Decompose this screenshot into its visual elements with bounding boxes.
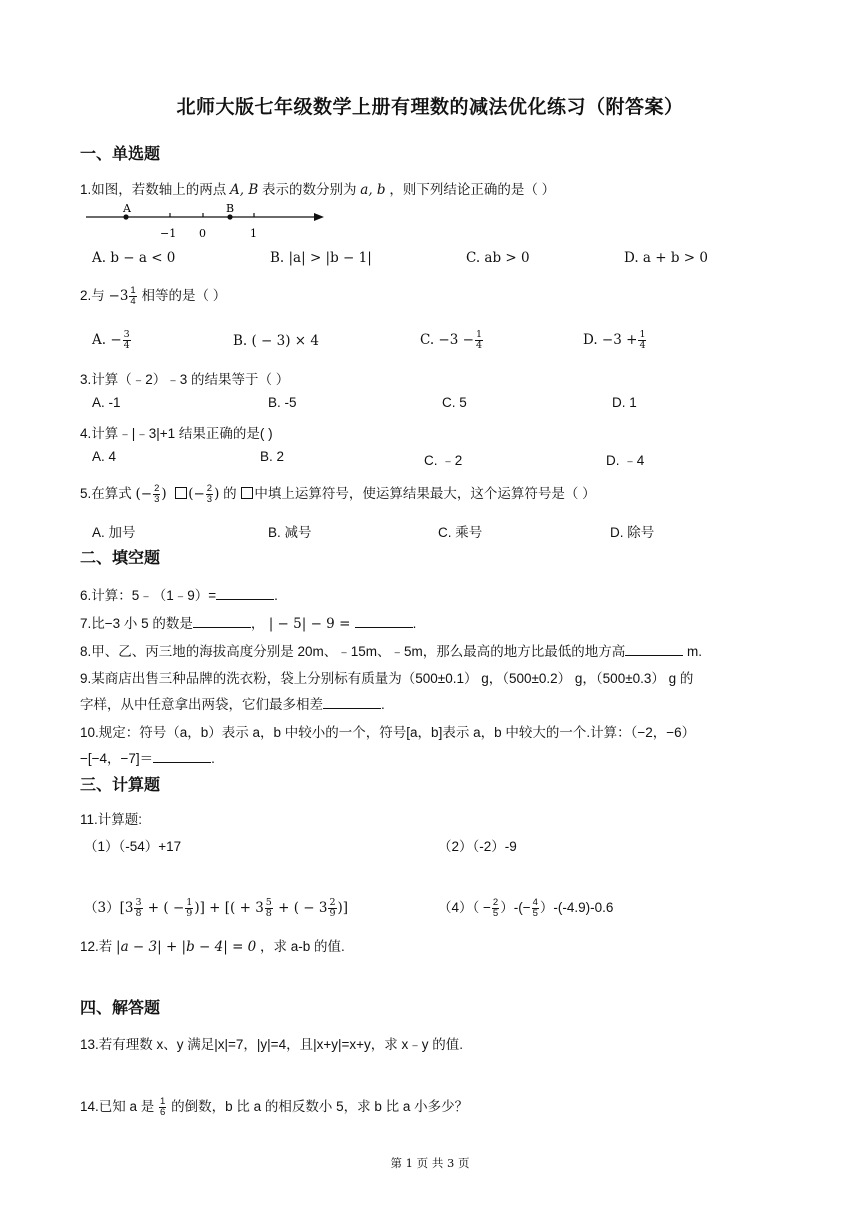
q5-prefix: 5.在算式	[80, 486, 136, 501]
q11-p4-pre: （4）（ −	[438, 900, 491, 915]
question-11-part-3: （3）[3 $\frac{3}{8}$ + ( − $\frac{1}{9}$ )] + [( + 3 $\frac{5}{8}$ + ( − 3 $\frac{2}{9}$ )]	[84, 897, 349, 919]
q14-num: 1	[160, 1095, 166, 1107]
q2-opt-d-num: 1	[639, 329, 646, 340]
q4-option-b[interactable]: B. 2	[260, 449, 285, 464]
question-3: 3.计算（﹣2）﹣3 的结果等于（ ）	[80, 372, 290, 387]
q3-option-d[interactable]: D. 1	[612, 395, 637, 410]
q10-post: .	[211, 751, 215, 766]
q14-pre: 14.已知 a 是	[80, 1099, 159, 1114]
q3-option-c[interactable]: C. 5	[442, 395, 467, 410]
q11-p3-b-den: 9	[186, 908, 193, 919]
q14-post: 的倒数，b 比 a 的相反数小 5，求 b 比 a 小多少？	[167, 1099, 469, 1114]
q1-option-d[interactable]: D. a + b > 0	[624, 250, 708, 266]
question-13: 13.若有理数 x、y 满足|x|=7，|y|=4，且|x+y|=x+y，求 x﹣y 的值.	[80, 1037, 463, 1052]
q11-p4-post: ）-(-4.9)-0.6	[539, 900, 614, 915]
q2-option-d[interactable]	[583, 330, 647, 351]
q1-prefix: 1.如图，若数轴上的两点	[80, 182, 231, 197]
q2-den: 4	[130, 295, 136, 307]
page-footer: 第 1 页 共 3 页	[390, 1156, 470, 1170]
q1-option-a[interactable]: A. b − a < 0	[92, 250, 176, 266]
q2-opt-a-den: 4	[123, 340, 130, 351]
question-6	[80, 584, 278, 604]
q14-fraction	[159, 1097, 166, 1118]
q1-option-c[interactable]: C. ab > 0	[466, 250, 530, 266]
q5-suffix: 中填上运算符号，使运算结果最大，这个运算符号是（ ）	[254, 486, 596, 501]
q3-option-a[interactable]: A. -1	[92, 395, 121, 410]
question-11-part-4	[438, 896, 613, 919]
q11-p3-pre: （3）	[84, 900, 120, 916]
q8-post: m.	[683, 644, 703, 659]
q5-num-2: 2	[206, 482, 213, 494]
q2-suffix: 相等的是（ ）	[137, 288, 227, 303]
q2-whole: −3	[108, 288, 129, 304]
q1-suffix: ，则下列结论正确的是（ ）	[385, 182, 556, 197]
q5-den-1: 3	[154, 493, 160, 505]
q8-answer-blank[interactable]	[625, 643, 683, 656]
q9-pre: 字样，从中任意拿出两袋，它们最多相差	[80, 697, 323, 712]
q4-option-a[interactable]: A. 4	[92, 449, 117, 464]
q3-option-b[interactable]: B. -5	[268, 395, 297, 410]
q11-p3-c-den: 8	[265, 908, 272, 919]
q11-p3-b-num: 1	[186, 897, 193, 908]
question-7	[80, 612, 416, 632]
question-9-line-2	[80, 693, 385, 713]
q6-pre: 6.计算：5﹣（1﹣9）=	[80, 588, 217, 603]
q11-p3-frac-b	[185, 898, 193, 919]
q5-option-c[interactable]: C. 乘号	[438, 525, 483, 540]
label-b: B	[226, 202, 235, 215]
q11-p3-d-whole: 3	[318, 900, 328, 916]
section-heading-solution: 四、解答题	[80, 998, 161, 1017]
q5-num-1: 2	[154, 482, 160, 494]
q4-option-d[interactable]: D. ﹣4	[606, 453, 645, 468]
q12-pre: 12.若	[80, 939, 117, 954]
q5-frac-2	[206, 484, 213, 505]
label-zero: 0	[199, 227, 206, 240]
q5-lpar-2: (−	[188, 486, 205, 502]
q7-post: .	[412, 616, 417, 631]
q2-prefix: 2.与	[80, 288, 109, 303]
q11-p3-a-den: 8	[135, 908, 142, 919]
question-14	[80, 1095, 468, 1118]
q4-option-c[interactable]: C. ﹣2	[424, 453, 463, 468]
q5-frac-1	[153, 484, 160, 505]
q5-empty-box-ref	[241, 487, 253, 499]
question-11-part-1: （1）（-54）+17	[84, 839, 182, 854]
q11-p4-mid: ）-(−	[500, 900, 531, 915]
q5-option-b[interactable]: B. 减号	[268, 525, 312, 540]
q2-option-a[interactable]	[92, 330, 132, 351]
label-a: A	[123, 202, 131, 215]
q2-opt-c-pre: C. −3 −	[420, 332, 474, 348]
question-10-line-2	[80, 747, 215, 767]
q2-opt-a-frac	[123, 330, 131, 351]
q2-num: 1	[130, 284, 136, 296]
label-one: 1	[250, 227, 257, 240]
question-8	[80, 640, 702, 660]
q11-p4-frac-e	[492, 898, 499, 919]
question-11-part-2: （2）（-2）-9	[438, 839, 517, 854]
q2-opt-c-num: 1	[475, 329, 482, 340]
q5-option-d[interactable]: D. 除号	[610, 525, 655, 540]
q11-p4-f-num: 4	[532, 896, 538, 908]
q2-opt-d-frac	[638, 330, 646, 351]
q11-p4-f-den: 5	[532, 907, 538, 919]
q11-p3-d-num: 2	[329, 897, 336, 908]
question-1	[80, 178, 555, 198]
q2-option-c[interactable]	[420, 330, 484, 351]
q2-opt-d-den: 4	[639, 340, 646, 351]
q5-rpar: )	[161, 486, 167, 502]
question-4: 4.计算﹣|﹣3|+1 结果正确的是( )	[80, 426, 273, 441]
section-heading-fill-blank: 二、填空题	[80, 548, 161, 567]
q12-post: ，求 a-b 的值.	[256, 939, 345, 954]
q10-answer-blank[interactable]	[153, 750, 211, 763]
q5-lpar: (−	[135, 486, 153, 502]
q6-answer-blank[interactable]	[216, 587, 274, 600]
q9-post: .	[381, 697, 385, 712]
question-12	[80, 935, 345, 955]
q1-mid: 表示的数分别为	[258, 182, 361, 197]
question-9-line-1: 9.某商店出售三种品牌的洗衣粉，袋上分别标有质量为（500±0.1） g，（500±0.2） g，（500±0.3） g 的	[80, 671, 694, 686]
q11-p3-a-num: 3	[135, 897, 142, 908]
q7-answer-blank-1[interactable]	[193, 615, 251, 628]
question-10-line-1: 10.规定：符号（a，b）表示 a，b 中较小的一个，符号[a，b]表示 a，b 中较大的一个.计算：（−2，−6）	[80, 725, 696, 740]
q5-rpar-2: )	[214, 486, 220, 502]
q10-pre: −[−4，−7]＝	[80, 751, 154, 766]
q11-p3-frac-a	[134, 898, 142, 919]
q2-fraction	[129, 286, 136, 307]
q2-opt-c-den: 4	[475, 340, 482, 351]
q5-empty-box	[175, 487, 187, 499]
label-minus-one: −1	[160, 227, 177, 240]
q11-p3-frac-c	[265, 898, 273, 919]
section-heading-single-choice: 一、单选题	[80, 144, 161, 163]
q11-p3-c-num: 5	[265, 897, 272, 908]
q6-post: .	[274, 588, 278, 603]
question-11-heading: 11.计算题:	[80, 812, 143, 827]
q7-mid: ， | − 5| − 9 =	[250, 616, 355, 632]
q2-opt-d-pre: D. −3 +	[583, 332, 638, 348]
q2-option-b[interactable]: B. ( − 3) × 4	[233, 333, 320, 349]
number-line-arrow	[314, 213, 324, 221]
q11-p4-frac-f	[532, 898, 539, 919]
q11-p3-d-den: 9	[329, 908, 336, 919]
q11-p4-e-num: 2	[492, 896, 499, 908]
q14-den: 6	[160, 1106, 166, 1118]
q2-opt-c-frac	[475, 330, 483, 351]
q12-expression: |a − 3| + |b − 4| = 0	[116, 939, 257, 955]
q2-opt-a-pre: A. −	[92, 332, 122, 348]
q11-p4-e-den: 5	[492, 907, 499, 919]
number-line-figure	[84, 200, 334, 244]
page-title: 北师大版七年级数学上册有理数的减法优化练习（附答案）	[176, 96, 684, 118]
q9-answer-blank[interactable]	[323, 696, 381, 709]
q1-vars: a, b	[360, 182, 386, 198]
q5-den-2: 3	[206, 493, 213, 505]
point-a	[123, 214, 128, 219]
q8-pre: 8.甲、乙、丙三地的海拔高度分别是 20m、﹣15m、﹣5m，那么最高的地方比最低的地方高	[80, 644, 626, 659]
q7-answer-blank-2[interactable]	[355, 615, 413, 628]
q11-p3-frac-d	[328, 898, 336, 919]
point-b	[227, 214, 232, 219]
q5-option-a[interactable]: A. 加号	[92, 525, 136, 540]
q2-opt-a-num: 3	[123, 329, 130, 340]
question-2	[80, 284, 226, 307]
q11-p3-a-whole: 3	[124, 900, 134, 916]
q1-points: A, B	[230, 182, 259, 198]
q5-mid: 的	[219, 486, 241, 501]
q11-p3-c-whole: 3	[255, 900, 264, 916]
q7-pre: 7.比−3 小 5 的数是	[80, 616, 193, 631]
q1-option-b[interactable]: B. |a| > |b − 1|	[270, 250, 372, 266]
section-heading-calculation: 三、计算题	[80, 775, 161, 794]
question-5	[80, 482, 596, 505]
